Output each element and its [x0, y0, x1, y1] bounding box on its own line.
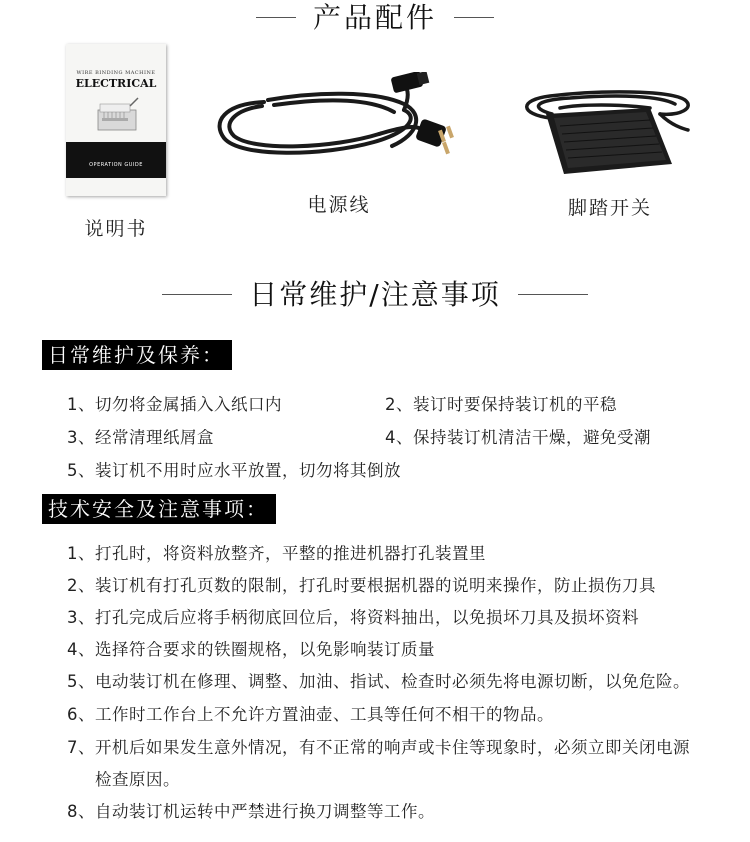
accessory-manual [62, 44, 170, 244]
safety-item-continuation: 检查原因。 [95, 770, 180, 789]
accessories-title-text: 产品配件 [312, 0, 437, 34]
manual-cover-guide: OPERATION GUIDE [89, 162, 143, 168]
binding-machine-illustration [94, 96, 140, 136]
iec-plug-icon [391, 72, 430, 93]
manual-cover-band [66, 142, 166, 178]
accessories-section-title [0, 0, 750, 36]
wall-plug-icon [415, 118, 454, 154]
safety-item: 5、电动装订机在修理、调整、加油、指试、检查时必须先将电源切断，以免危险。 [67, 672, 690, 691]
daily-item: 4、保持装订机清洁干燥，避免受潮 [385, 428, 651, 447]
safety-notes-heading: 技术安全及注意事项： [42, 494, 276, 524]
title-rule-left [162, 294, 232, 295]
daily-item: 3、经常清理纸屑盒 [67, 428, 214, 447]
manual-caption: 说明书 [84, 218, 148, 240]
safety-item: 7、开机后如果发生意外情况，有不正常的响声或卡住等现象时，必须立即关闭电源 [67, 738, 690, 757]
safety-item: 2、装订机有打孔页数的限制，打孔时要根据机器的说明来操作，防止损伤刀具 [67, 576, 656, 595]
manual-cover-subtitle: WIRE BINDING MACHINE [76, 70, 156, 76]
title-rule-right [518, 294, 588, 295]
manual-booklet-image [66, 44, 166, 196]
power-cable-caption: 电源线 [307, 194, 371, 216]
manual-cover-title: ELECTRICAL [75, 77, 157, 90]
daily-item: 5、装订机不用时应水平放置，切勿将其倒放 [67, 461, 401, 480]
daily-item: 1、切勿将金属插入入纸口内 [67, 395, 282, 414]
power-cable-image [204, 72, 474, 182]
title-rule-right [454, 17, 494, 18]
maintenance-title-text: 日常维护/注意事项 [249, 277, 501, 311]
foot-pedal-caption: 脚踏开关 [567, 197, 652, 219]
maintenance-section-title [0, 272, 750, 316]
safety-item: 6、工作时工作台上不允许方置油壶、工具等任何不相干的物品。 [67, 705, 554, 724]
accessory-foot-pedal [510, 78, 710, 228]
foot-pedal-image [510, 78, 710, 188]
safety-item: 1、打孔时，将资料放整齐，平整的推进机器打孔装置里 [67, 544, 486, 563]
daily-maintenance-heading: 日常维护及保养： [42, 340, 232, 370]
daily-item: 2、装订时要保持装订机的平稳 [385, 395, 617, 414]
safety-item: 4、选择符合要求的铁圈规格，以免影响装订质量 [67, 640, 435, 659]
title-rule-left [256, 17, 296, 18]
safety-item: 8、自动装订机运转中严禁进行换刀调整等工作。 [67, 802, 435, 821]
safety-item: 3、打孔完成后应将手柄彻底回位后，将资料抽出，以免损坏刀具及损坏资料 [67, 608, 639, 627]
accessory-power-cable [204, 72, 474, 222]
pedal-switch-icon [546, 108, 672, 174]
